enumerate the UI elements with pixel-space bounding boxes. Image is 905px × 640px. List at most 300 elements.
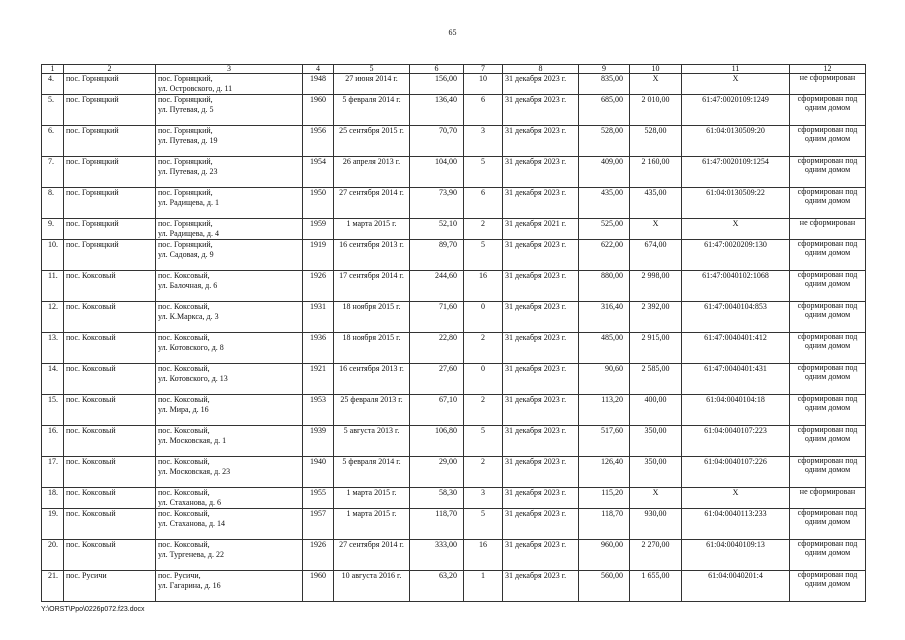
area-cell-text: 104,00 [435,157,457,166]
cadastral-number-cell [682,457,790,488]
column-number-header-row [42,65,866,74]
table-row [42,426,866,457]
date-cell [334,395,410,426]
value-cell [579,571,630,602]
row-number-text: 5. [48,95,54,104]
count-cell-text: 2 [481,395,485,404]
value-cell-text: 126,40 [601,457,623,466]
value-cell [579,271,630,302]
area-cell-text: 71,60 [439,302,457,311]
value-cell-text: 2 270,00 [641,540,670,549]
deadline-cell [503,95,579,126]
date-cell-text: 25 февраля 2013 г. [340,395,403,404]
value-cell [630,74,682,95]
year-cell [303,95,334,126]
deadline-cell-text: 31 декабря 2023 г. [505,240,567,249]
table-row [42,509,866,540]
address-cell [156,302,303,333]
status-cell [790,126,866,157]
address-cell-text: пос. Коксовый, [158,509,210,518]
address-cell-text: пос. Горняцкий, [158,240,213,249]
date-cell-text: 25 сентября 2015 г. [339,126,404,135]
value-cell-text: 2 585,00 [641,364,670,373]
year-cell-text: 1948 [310,74,326,83]
cadastral-number-cell-text: 61:47:0040401:431 [704,364,767,373]
deadline-cell [503,395,579,426]
column-number: 3 [156,65,303,74]
year-cell-text: 1926 [310,271,326,280]
deadline-cell-text: 31 декабря 2023 г. [505,126,567,135]
cadastral-number-cell-text: 61:04:0040104:18 [706,395,765,404]
value-cell-text: X [652,219,659,228]
settlement-cell-text: пос. Горняцкий [66,157,119,166]
count-cell [464,333,503,364]
address-cell-text: ул. Мира, д. 16 [158,404,209,414]
column-number: 5 [334,65,410,74]
area-cell-text: 333,00 [435,540,457,549]
date-cell [334,540,410,571]
table-row [42,571,866,602]
settlement-cell-text: пос. Коксовый [66,364,116,373]
value-cell-text: 880,00 [601,271,623,280]
address-cell-text: пос. Коксовый, [158,302,210,311]
year-cell [303,271,334,302]
status-cell [790,74,866,95]
row-number-text: 11. [48,271,58,280]
count-cell-text: 2 [481,333,485,342]
row-number [42,219,64,240]
cadastral-number-cell [682,395,790,426]
status-cell [790,188,866,219]
value-cell [630,571,682,602]
address-cell-text: пос. Горняцкий, [158,126,213,135]
deadline-cell-text: 31 декабря 2023 г. [505,509,567,518]
status-cell-text: не сформирован [799,487,856,496]
deadline-cell-text: 31 декабря 2023 г. [505,157,567,166]
value-cell [579,302,630,333]
cadastral-number-cell [682,271,790,302]
address-cell [156,219,303,240]
date-cell [334,302,410,333]
row-number [42,540,64,571]
area-cell [410,364,464,395]
date-cell-text: 18 ноября 2015 г. [342,333,401,342]
year-cell-text: 1956 [310,126,326,135]
address-cell-text: пос. Горняцкий, [158,188,213,197]
status-cell-text: сформирован под одним домом [797,363,858,381]
deadline-cell [503,571,579,602]
settlement-cell-text: пос. Коксовый [66,426,116,435]
count-cell-text: 5 [481,509,485,518]
year-cell [303,157,334,188]
date-cell [334,571,410,602]
address-cell-text: пос. Русичи, [158,571,201,580]
cadastral-number-cell [682,219,790,240]
cadastral-number-cell [682,571,790,602]
value-cell-text: 350,00 [644,426,667,435]
table-row [42,457,866,488]
status-cell-text: сформирован под одним домом [797,239,858,257]
value-cell-text: 2 392,00 [641,302,670,311]
date-cell [334,426,410,457]
address-cell [156,364,303,395]
area-cell [410,395,464,426]
value-cell [579,74,630,95]
column-number: 12 [790,65,866,74]
row-number [42,364,64,395]
cadastral-number-cell [682,157,790,188]
row-number-text: 19. [48,509,58,518]
count-cell [464,219,503,240]
deadline-cell [503,509,579,540]
value-cell-text: 400,00 [644,395,667,404]
area-cell-text: 89,70 [439,240,457,249]
column-number: 7 [464,65,503,74]
value-cell-text: 113,20 [601,395,623,404]
status-cell [790,395,866,426]
row-number-text: 15. [48,395,58,404]
status-cell [790,457,866,488]
count-cell-text: 2 [481,457,485,466]
cadastral-number-cell-text: 61:04:0130509:20 [706,126,765,135]
address-cell-text: ул. Московская, д. 23 [158,466,231,476]
year-cell-text: 1955 [310,488,326,497]
cadastral-number-cell [682,188,790,219]
value-cell-text: 2 160,00 [641,157,670,166]
value-cell [579,219,630,240]
count-cell [464,271,503,302]
address-cell [156,271,303,302]
settlement-cell [64,540,156,571]
area-cell [410,95,464,126]
status-cell [790,426,866,457]
cadastral-number-cell [682,240,790,271]
settlement-cell-text: пос. Горняцкий [66,188,119,197]
year-cell-text: 1919 [310,240,326,249]
count-cell-text: 16 [479,540,487,549]
address-cell-text: ул. Радищева, д. 4 [158,228,219,238]
area-cell [410,157,464,188]
value-cell-text: X [652,74,659,83]
year-cell-text: 1953 [310,395,326,404]
year-cell-text: 1931 [310,302,326,311]
year-cell [303,426,334,457]
settlement-cell [64,571,156,602]
value-cell [630,126,682,157]
settlement-cell-text: пос. Коксовый [66,457,116,466]
area-cell-text: 58,30 [439,488,457,497]
deadline-cell-text: 31 декабря 2023 г. [505,426,567,435]
year-cell [303,219,334,240]
year-cell-text: 1940 [310,457,326,466]
value-cell-text: 1 655,00 [641,571,670,580]
count-cell [464,540,503,571]
file-path-footer: Y:\ORST\Ppo\0226p072.f23.docx [41,606,145,613]
date-cell [334,126,410,157]
count-cell-text: 16 [479,271,487,280]
status-cell [790,488,866,509]
value-cell [579,488,630,509]
status-cell-text: не сформирован [799,73,856,82]
status-cell [790,95,866,126]
value-cell [630,488,682,509]
cadastral-number-cell-text: 61:47:0040102:1068 [702,271,769,280]
status-cell [790,302,866,333]
cadastral-number-cell [682,426,790,457]
settlement-cell [64,157,156,188]
cadastral-number-cell-text: 61:47:0020109:1254 [702,157,769,166]
count-cell [464,509,503,540]
area-cell [410,126,464,157]
area-cell [410,488,464,509]
area-cell [410,302,464,333]
address-cell-text: ул. Садовая, д. 9 [158,249,214,259]
address-cell-text: ул. К.Маркса, д. 3 [158,311,219,321]
value-cell [579,457,630,488]
table-row [42,74,866,95]
count-cell-text: 3 [481,126,485,135]
count-cell [464,364,503,395]
year-cell-text: 1950 [310,188,326,197]
count-cell-text: 0 [481,364,485,373]
area-cell [410,457,464,488]
deadline-cell-text: 31 декабря 2023 г. [505,364,567,373]
area-cell [410,540,464,571]
value-cell [579,188,630,219]
column-number: 2 [64,65,156,74]
year-cell [303,509,334,540]
cadastral-number-cell-text: 61:47:0020209:130 [704,240,767,249]
year-cell [303,364,334,395]
row-number [42,302,64,333]
value-cell [579,364,630,395]
deadline-cell [503,488,579,509]
value-cell [630,457,682,488]
row-number-text: 12. [48,302,58,311]
settlement-cell-text: пос. Коксовый [66,333,116,342]
value-cell-text: 115,20 [601,488,623,497]
address-cell-text: ул. Тургенева, д. 22 [158,549,224,559]
count-cell-text: 10 [479,74,487,83]
area-cell-text: 73,90 [439,188,457,197]
address-cell-text: пос. Коксовый, [158,395,210,404]
settlement-cell [64,271,156,302]
date-cell-text: 27 сентября 2014 г. [339,540,404,549]
value-cell [579,426,630,457]
row-number-text: 8. [48,188,54,197]
settlement-cell [64,240,156,271]
settlement-cell-text: пос. Коксовый [66,488,116,497]
area-cell [410,219,464,240]
date-cell-text: 1 марта 2015 г. [346,219,397,228]
value-cell-text: X [652,488,659,497]
date-cell [334,271,410,302]
cadastral-number-cell-text: 61:47:0040401:412 [704,333,767,342]
area-cell-text: 156,00 [435,74,457,83]
count-cell-text: 2 [481,219,485,228]
cadastral-number-cell-text: 61:04:0130509:22 [706,188,765,197]
date-cell-text: 5 февраля 2014 г. [342,95,401,104]
deadline-cell-text: 31 декабря 2023 г. [505,540,567,549]
area-cell-text: 67,10 [439,395,457,404]
area-cell [410,188,464,219]
table-row [42,271,866,302]
address-cell-text: ул. Путевая, д. 5 [158,104,214,114]
row-number [42,426,64,457]
address-cell-text: ул. Путевая, д. 19 [158,135,218,145]
value-cell-text: 118,70 [601,509,623,518]
count-cell-text: 5 [481,157,485,166]
cadastral-number-cell [682,333,790,364]
row-number-text: 18. [48,488,58,497]
row-number [42,488,64,509]
value-cell-text: 835,00 [601,74,623,83]
area-cell [410,240,464,271]
value-cell [630,426,682,457]
year-cell-text: 1921 [310,364,326,373]
deadline-cell-text: 31 декабря 2023 г. [505,333,567,342]
value-cell-text: 517,60 [601,426,623,435]
year-cell-text: 1957 [310,509,326,518]
year-cell [303,457,334,488]
count-cell-text: 6 [481,95,485,104]
area-cell [410,333,464,364]
cadastral-number-cell [682,488,790,509]
year-cell [303,74,334,95]
date-cell-text: 17 сентября 2014 г. [339,271,404,280]
status-cell [790,157,866,188]
area-cell-text: 22,80 [439,333,457,342]
address-cell-text: ул. Балочная, д. 6 [158,280,218,290]
settlement-cell [64,302,156,333]
status-cell [790,364,866,395]
status-cell [790,540,866,571]
settlement-cell-text: пос. Коксовый [66,540,116,549]
year-cell [303,395,334,426]
address-cell-text: пос. Горняцкий, [158,219,213,228]
status-cell-text: сформирован под одним домом [797,570,858,588]
count-cell [464,302,503,333]
row-number-text: 17. [48,457,58,466]
address-cell-text: пос. Горняцкий, [158,157,213,166]
deadline-cell [503,540,579,571]
date-cell [334,188,410,219]
address-cell [156,426,303,457]
area-cell-text: 27,60 [439,364,457,373]
status-cell-text: сформирован под одним домом [797,456,858,474]
date-cell [334,74,410,95]
settlement-cell-text: пос. Горняцкий [66,219,119,228]
value-cell [630,157,682,188]
count-cell-text: 5 [481,426,485,435]
date-cell-text: 27 июня 2014 г. [345,74,398,83]
date-cell-text: 10 августа 2016 г. [341,571,402,580]
date-cell [334,95,410,126]
status-cell-text: сформирован под одним домом [797,425,858,443]
settlement-cell [64,126,156,157]
address-cell-text: ул. Московская, д. 1 [158,435,227,445]
value-cell [630,95,682,126]
count-cell [464,157,503,188]
value-cell-text: 525,00 [601,219,623,228]
area-cell-text: 244,60 [435,271,457,280]
deadline-cell-text: 31 декабря 2023 г. [505,188,567,197]
status-cell-text: сформирован под одним домом [797,125,858,143]
value-cell [579,333,630,364]
address-cell-text: пос. Коксовый, [158,488,210,497]
deadline-cell [503,74,579,95]
row-number [42,509,64,540]
address-cell [156,488,303,509]
address-cell-text: пос. Коксовый, [158,333,210,342]
count-cell-text: 0 [481,302,485,311]
address-cell-text: ул. Путевая, д. 23 [158,166,218,176]
table-row [42,540,866,571]
address-cell-text: пос. Коксовый, [158,364,210,373]
value-cell [630,540,682,571]
address-cell-text: пос. Коксовый, [158,271,210,280]
count-cell [464,571,503,602]
cadastral-number-cell [682,540,790,571]
value-cell [630,509,682,540]
year-cell [303,571,334,602]
row-number [42,95,64,126]
value-cell-text: 350,00 [644,457,667,466]
cadastral-number-cell-text: 61:47:0040104:853 [704,302,767,311]
settlement-cell-text: пос. Горняцкий [66,74,119,83]
column-number: 1 [42,65,64,74]
date-cell [334,240,410,271]
date-cell [334,457,410,488]
address-cell-text: ул. Гагарина, д. 16 [158,580,221,590]
settlement-cell-text: пос. Горняцкий [66,95,119,104]
value-cell-text: 528,00 [644,126,667,135]
value-cell-text: 930,00 [644,509,667,518]
settlement-cell [64,333,156,364]
count-cell [464,240,503,271]
value-cell-text: 2 915,00 [641,333,670,342]
settlement-cell-text: пос. Коксовый [66,271,116,280]
cadastral-number-cell-text: X [732,74,739,83]
document-table [41,64,865,602]
address-cell [156,240,303,271]
row-number-text: 13. [48,333,58,342]
value-cell-text: 528,00 [601,126,623,135]
deadline-cell-text: 31 декабря 2023 г. [505,271,567,280]
settlement-cell [64,488,156,509]
cadastral-number-cell [682,95,790,126]
year-cell [303,333,334,364]
cadastral-number-cell-text: 61:04:0040107:226 [704,457,767,466]
area-cell [410,74,464,95]
deadline-cell [503,457,579,488]
settlement-cell [64,95,156,126]
deadline-cell [503,426,579,457]
status-cell [790,333,866,364]
deadline-cell [503,333,579,364]
value-cell [630,364,682,395]
address-cell [156,157,303,188]
count-cell-text: 5 [481,240,485,249]
row-number-text: 4. [48,74,54,83]
table-row [42,488,866,509]
status-cell-text: сформирован под одним домом [797,270,858,288]
deadline-cell-text: 31 декабря 2023 г. [505,457,567,466]
year-cell [303,488,334,509]
row-number [42,395,64,426]
deadline-cell-text: 31 декабря 2023 г. [505,74,567,83]
value-cell-text: 485,00 [601,333,623,342]
